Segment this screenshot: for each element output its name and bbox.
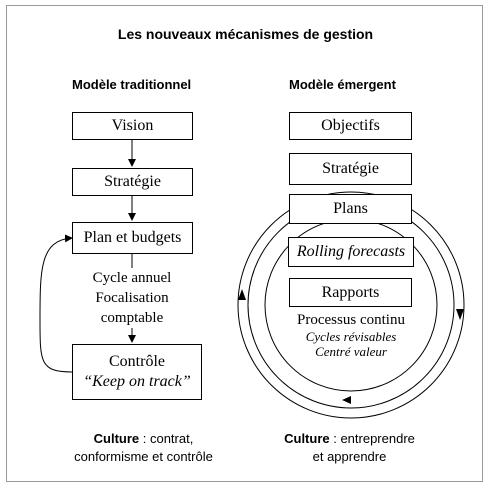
feedback-loop-arrow [40,238,72,372]
box-strategie-emergent: Stratégie [289,153,412,185]
diagram-title: Les nouveaux mécanismes de gestion [117,26,374,42]
traditional-culture-line2: conformisme et contrôle [74,449,213,464]
centre-valeur-label: Centré valeur [315,344,387,359]
box-objectifs: Objectifs [289,112,412,140]
box-plans: Plans [289,194,412,224]
box-plan-budgets: Plan et budgets [72,222,193,254]
box-vision: Vision [72,112,193,140]
keep-on-track-label: “Keep on track” [83,373,191,390]
box-rolling-forecasts: Rolling forecasts [288,237,414,267]
cycle-arrowhead-bottom [342,396,351,404]
traditional-culture-text: : contrat, [139,431,194,446]
box-controle [72,344,202,400]
cycle-note [82,268,182,328]
cycle-note-line1: Cycle annuel [92,270,172,286]
traditional-heading: Modèle traditionnel [72,77,192,92]
box-strategie-trad: Stratégie [72,168,193,196]
emergent-culture-line2: et apprendre [312,449,387,464]
cycle-note-line3: comptable [100,310,164,326]
controle-label: Contrôle [109,353,165,370]
emergent-culture-text: : entreprendre [329,431,415,446]
traditional-culture [56,430,231,466]
cycle-note-line2: Focalisation [95,290,169,306]
emergent-culture-label: Culture [284,431,330,446]
traditional-culture-label: Culture [93,431,140,446]
processus-continu-label: Processus continu [297,312,405,328]
emergent-culture [262,430,437,466]
cycles-revisables-label: Cycles révisables [305,329,397,344]
processus-block [278,311,424,359]
emergent-heading: Modèle émergent [289,77,396,92]
box-rapports: Rapports [289,278,412,307]
